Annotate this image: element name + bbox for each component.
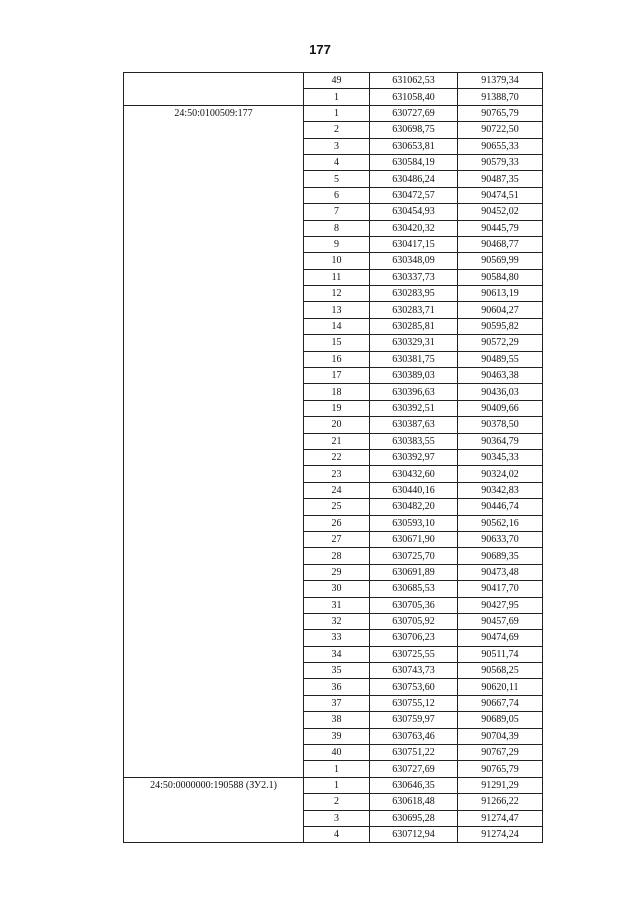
x-coordinate-cell: 630705,36	[370, 597, 458, 613]
x-coordinate-cell: 631058,40	[370, 89, 458, 105]
point-number-cell: 35	[304, 663, 370, 679]
y-coordinate-cell: 90445,79	[458, 220, 543, 236]
point-number-cell: 2	[304, 122, 370, 138]
y-coordinate-cell: 90378,50	[458, 417, 543, 433]
coordinates-table-body	[124, 73, 543, 843]
y-coordinate-cell: 90569,99	[458, 253, 543, 269]
point-number-cell: 17	[304, 368, 370, 384]
point-number-cell: 40	[304, 745, 370, 761]
point-number-cell: 12	[304, 286, 370, 302]
x-coordinate-cell: 630348,09	[370, 253, 458, 269]
x-coordinate-cell: 630283,95	[370, 286, 458, 302]
x-coordinate-cell: 630671,90	[370, 531, 458, 547]
y-coordinate-cell: 91274,24	[458, 826, 543, 842]
y-coordinate-cell: 90468,77	[458, 236, 543, 252]
y-coordinate-cell: 90689,35	[458, 548, 543, 564]
y-coordinate-cell: 90579,33	[458, 154, 543, 170]
point-number-cell: 1	[304, 105, 370, 121]
parcel-cadastral-number: 24:50:0000000:190588 (ЗУ2.1)	[124, 777, 304, 843]
x-coordinate-cell: 630383,55	[370, 433, 458, 449]
x-coordinate-cell: 630285,81	[370, 318, 458, 334]
x-coordinate-cell: 630759,97	[370, 712, 458, 728]
y-coordinate-cell: 90604,27	[458, 302, 543, 318]
y-coordinate-cell: 90345,33	[458, 449, 543, 465]
x-coordinate-cell: 630329,31	[370, 335, 458, 351]
y-coordinate-cell: 90568,25	[458, 663, 543, 679]
x-coordinate-cell: 630283,71	[370, 302, 458, 318]
point-number-cell: 29	[304, 564, 370, 580]
x-coordinate-cell: 630618,48	[370, 794, 458, 810]
point-number-cell: 32	[304, 613, 370, 629]
x-coordinate-cell: 630763,46	[370, 728, 458, 744]
point-number-cell: 28	[304, 548, 370, 564]
point-number-cell: 8	[304, 220, 370, 236]
x-coordinate-cell: 630454,93	[370, 204, 458, 220]
y-coordinate-cell: 90562,16	[458, 515, 543, 531]
y-coordinate-cell: 90364,79	[458, 433, 543, 449]
point-number-cell: 3	[304, 810, 370, 826]
y-coordinate-cell: 90342,83	[458, 482, 543, 498]
parcel-cadastral-number: 24:50:0100509:177	[124, 105, 304, 777]
y-coordinate-cell: 91388,70	[458, 89, 543, 105]
x-coordinate-cell: 630706,23	[370, 630, 458, 646]
x-coordinate-cell: 630432,60	[370, 466, 458, 482]
y-coordinate-cell: 90667,74	[458, 695, 543, 711]
page-number: 177	[309, 42, 331, 57]
x-coordinate-cell: 630389,03	[370, 368, 458, 384]
y-coordinate-cell: 90473,48	[458, 564, 543, 580]
y-coordinate-cell: 90474,69	[458, 630, 543, 646]
x-coordinate-cell: 630753,60	[370, 679, 458, 695]
x-coordinate-cell: 630482,20	[370, 499, 458, 515]
point-number-cell: 20	[304, 417, 370, 433]
point-number-cell: 22	[304, 449, 370, 465]
point-number-cell: 31	[304, 597, 370, 613]
x-coordinate-cell: 630698,75	[370, 122, 458, 138]
y-coordinate-cell: 90463,38	[458, 368, 543, 384]
point-number-cell: 30	[304, 581, 370, 597]
x-coordinate-cell: 630751,22	[370, 745, 458, 761]
y-coordinate-cell: 90689,05	[458, 712, 543, 728]
x-coordinate-cell: 630725,70	[370, 548, 458, 564]
y-coordinate-cell: 90417,70	[458, 581, 543, 597]
y-coordinate-cell: 90765,79	[458, 761, 543, 777]
x-coordinate-cell: 630755,12	[370, 695, 458, 711]
x-coordinate-cell: 630685,53	[370, 581, 458, 597]
y-coordinate-cell: 90633,70	[458, 531, 543, 547]
parcel-cadastral-number	[124, 73, 304, 106]
table-row	[124, 73, 543, 89]
point-number-cell: 3	[304, 138, 370, 154]
table-row	[124, 777, 543, 793]
point-number-cell: 16	[304, 351, 370, 367]
y-coordinate-cell: 90613,19	[458, 286, 543, 302]
y-coordinate-cell: 90595,82	[458, 318, 543, 334]
y-coordinate-cell: 90655,33	[458, 138, 543, 154]
point-number-cell: 15	[304, 335, 370, 351]
point-number-cell: 19	[304, 400, 370, 416]
y-coordinate-cell: 91274,47	[458, 810, 543, 826]
y-coordinate-cell: 90767,29	[458, 745, 543, 761]
x-coordinate-cell: 630725,55	[370, 646, 458, 662]
x-coordinate-cell: 630392,97	[370, 449, 458, 465]
x-coordinate-cell: 630695,28	[370, 810, 458, 826]
point-number-cell: 1	[304, 89, 370, 105]
point-number-cell: 26	[304, 515, 370, 531]
point-number-cell: 37	[304, 695, 370, 711]
coordinates-table	[123, 72, 543, 843]
x-coordinate-cell: 630472,57	[370, 187, 458, 203]
x-coordinate-cell: 630392,51	[370, 400, 458, 416]
y-coordinate-cell: 90511,74	[458, 646, 543, 662]
y-coordinate-cell: 90436,03	[458, 384, 543, 400]
point-number-cell: 38	[304, 712, 370, 728]
y-coordinate-cell: 91379,34	[458, 73, 543, 89]
point-number-cell: 23	[304, 466, 370, 482]
y-coordinate-cell: 90452,02	[458, 204, 543, 220]
x-coordinate-cell: 630727,69	[370, 761, 458, 777]
point-number-cell: 5	[304, 171, 370, 187]
x-coordinate-cell: 630417,15	[370, 236, 458, 252]
point-number-cell: 36	[304, 679, 370, 695]
x-coordinate-cell: 630743,73	[370, 663, 458, 679]
x-coordinate-cell: 630593,10	[370, 515, 458, 531]
y-coordinate-cell: 90620,11	[458, 679, 543, 695]
point-number-cell: 11	[304, 269, 370, 285]
point-number-cell: 14	[304, 318, 370, 334]
y-coordinate-cell: 91291,29	[458, 777, 543, 793]
x-coordinate-cell: 630727,69	[370, 105, 458, 121]
y-coordinate-cell: 90765,79	[458, 105, 543, 121]
point-number-cell: 25	[304, 499, 370, 515]
y-coordinate-cell: 90584,80	[458, 269, 543, 285]
point-number-cell: 6	[304, 187, 370, 203]
x-coordinate-cell: 630646,35	[370, 777, 458, 793]
x-coordinate-cell: 630381,75	[370, 351, 458, 367]
y-coordinate-cell: 90722,50	[458, 122, 543, 138]
point-number-cell: 33	[304, 630, 370, 646]
x-coordinate-cell: 630387,63	[370, 417, 458, 433]
point-number-cell: 4	[304, 154, 370, 170]
point-number-cell: 7	[304, 204, 370, 220]
x-coordinate-cell: 630440,16	[370, 482, 458, 498]
point-number-cell: 10	[304, 253, 370, 269]
point-number-cell: 13	[304, 302, 370, 318]
x-coordinate-cell: 630653,81	[370, 138, 458, 154]
point-number-cell: 18	[304, 384, 370, 400]
y-coordinate-cell: 91266,22	[458, 794, 543, 810]
point-number-cell: 9	[304, 236, 370, 252]
y-coordinate-cell: 90446,74	[458, 499, 543, 515]
y-coordinate-cell: 90457,69	[458, 613, 543, 629]
x-coordinate-cell: 631062,53	[370, 73, 458, 89]
point-number-cell: 1	[304, 761, 370, 777]
x-coordinate-cell: 630712,94	[370, 826, 458, 842]
table-row	[124, 105, 543, 121]
point-number-cell: 49	[304, 73, 370, 89]
y-coordinate-cell: 90409,66	[458, 400, 543, 416]
y-coordinate-cell: 90474,51	[458, 187, 543, 203]
x-coordinate-cell: 630420,32	[370, 220, 458, 236]
y-coordinate-cell: 90427,95	[458, 597, 543, 613]
y-coordinate-cell: 90704,39	[458, 728, 543, 744]
point-number-cell: 24	[304, 482, 370, 498]
y-coordinate-cell: 90324,02	[458, 466, 543, 482]
point-number-cell: 1	[304, 777, 370, 793]
x-coordinate-cell: 630337,73	[370, 269, 458, 285]
y-coordinate-cell: 90572,29	[458, 335, 543, 351]
x-coordinate-cell: 630705,92	[370, 613, 458, 629]
y-coordinate-cell: 90487,35	[458, 171, 543, 187]
point-number-cell: 4	[304, 826, 370, 842]
point-number-cell: 27	[304, 531, 370, 547]
x-coordinate-cell: 630486,24	[370, 171, 458, 187]
point-number-cell: 2	[304, 794, 370, 810]
x-coordinate-cell: 630691,89	[370, 564, 458, 580]
y-coordinate-cell: 90489,55	[458, 351, 543, 367]
x-coordinate-cell: 630396,63	[370, 384, 458, 400]
point-number-cell: 39	[304, 728, 370, 744]
point-number-cell: 34	[304, 646, 370, 662]
x-coordinate-cell: 630584,19	[370, 154, 458, 170]
point-number-cell: 21	[304, 433, 370, 449]
